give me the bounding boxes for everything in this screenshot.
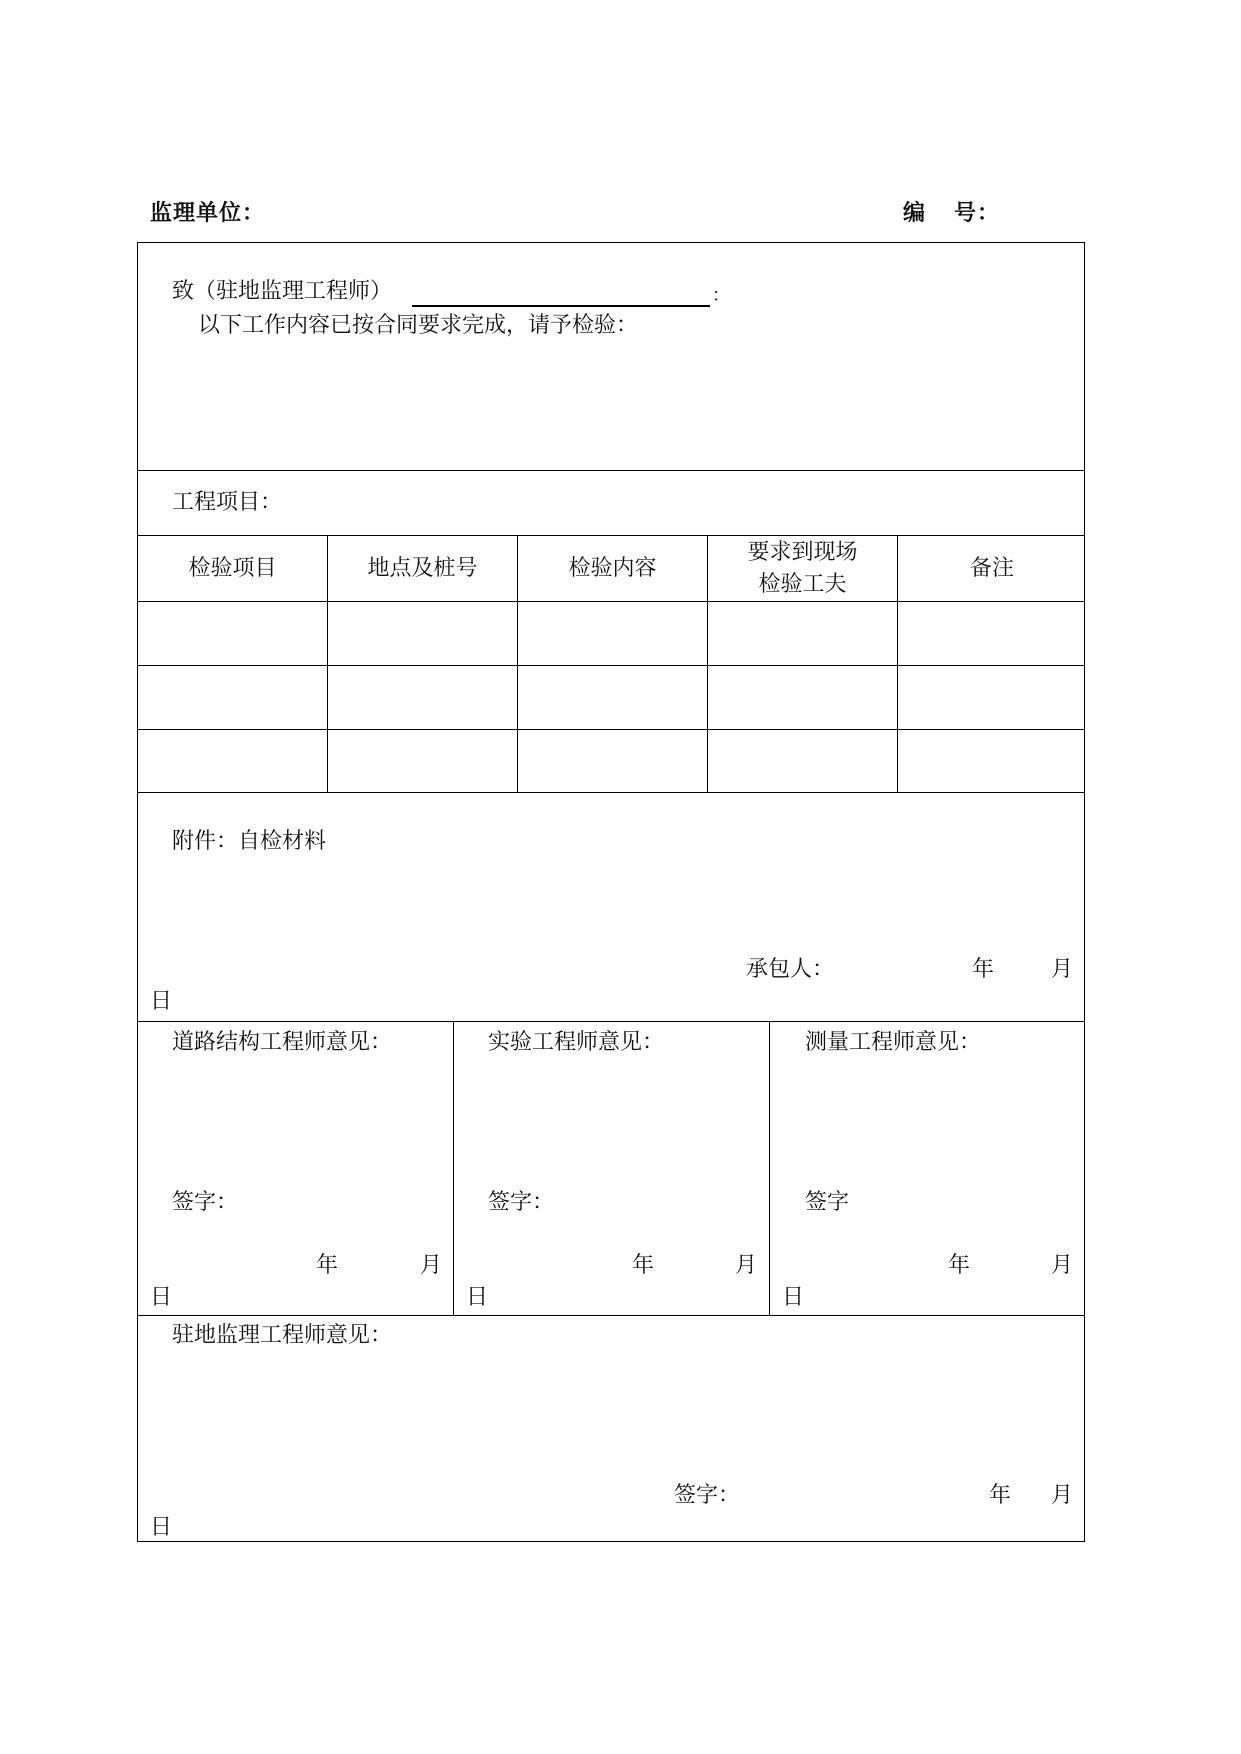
divider-line <box>138 1315 1084 1316</box>
survey-engineer-month-label: 月 <box>1051 1253 1074 1278</box>
road-engineer-day-label: 日 <box>150 1285 173 1310</box>
survey-engineer-opinion-label: 测量工程师意见： <box>805 1030 982 1055</box>
document-number-label <box>903 196 1000 227</box>
column-header-onsite-time-line1: 要求到现场 <box>747 540 858 565</box>
resident-engineer-month-label: 月 <box>1051 1483 1074 1508</box>
addressee-blank-line <box>412 305 710 307</box>
request-body-text: 以下工作内容已按合同要求完成，请予检验： <box>198 313 639 338</box>
table-column-divider <box>897 535 898 792</box>
divider-line <box>138 535 1084 536</box>
opinion-column-divider <box>453 1021 454 1315</box>
survey-engineer-day-label: 日 <box>782 1285 805 1310</box>
column-header-onsite-time-line2: 检验工夫 <box>758 572 847 597</box>
table-row-divider <box>138 665 1084 666</box>
divider-line <box>138 470 1084 471</box>
column-header-location-station: 地点及桩号 <box>367 556 478 581</box>
road-engineer-sign-label: 签字： <box>172 1190 239 1215</box>
survey-engineer-sign-label: 签字 <box>805 1190 850 1215</box>
resident-engineer-opinion-label: 驻地监理工程师意见： <box>172 1323 393 1348</box>
attachment-label: 附件：自检材料 <box>172 829 327 854</box>
resident-engineer-day-label: 日 <box>150 1515 173 1540</box>
contractor-day-label: 日 <box>150 989 173 1014</box>
number-label-part-2: 号： <box>954 201 1001 226</box>
opinion-column-divider <box>769 1021 770 1315</box>
contractor-year-label: 年 <box>972 957 995 982</box>
lab-engineer-day-label: 日 <box>466 1285 489 1310</box>
road-engineer-opinion-label: 道路结构工程师意见： <box>172 1030 393 1055</box>
table-column-divider <box>707 535 708 792</box>
survey-engineer-year-label: 年 <box>948 1253 971 1278</box>
table-row-divider <box>138 601 1084 602</box>
project-label: 工程项目： <box>172 490 283 515</box>
inspection-request-form <box>137 242 1085 1542</box>
divider-line <box>138 792 1084 793</box>
contractor-label: 承包人： <box>746 957 835 982</box>
column-header-onsite-time <box>708 537 897 601</box>
column-header-inspection-content: 检验内容 <box>568 556 657 581</box>
table-column-divider <box>517 535 518 792</box>
column-header-remarks: 备注 <box>969 556 1014 581</box>
number-label-part-1: 编 <box>903 201 927 226</box>
road-engineer-year-label: 年 <box>316 1253 339 1278</box>
table-row-divider <box>138 729 1084 730</box>
resident-engineer-sign-label: 签字： <box>674 1483 741 1508</box>
lab-engineer-year-label: 年 <box>632 1253 655 1278</box>
divider-line <box>138 1021 1084 1022</box>
lab-engineer-sign-label: 签字： <box>488 1190 555 1215</box>
addressee-colon: ： <box>712 285 730 306</box>
addressee-label: 致（驻地监理工程师） <box>172 279 393 304</box>
road-engineer-month-label: 月 <box>420 1253 443 1278</box>
column-header-inspection-item: 检验项目 <box>188 556 277 581</box>
lab-engineer-month-label: 月 <box>735 1253 758 1278</box>
lab-engineer-opinion-label: 实验工程师意见： <box>488 1030 665 1055</box>
supervision-unit-label: 监理单位： <box>150 201 266 226</box>
contractor-month-label: 月 <box>1051 957 1074 982</box>
resident-engineer-year-label: 年 <box>989 1483 1012 1508</box>
table-column-divider <box>327 535 328 792</box>
